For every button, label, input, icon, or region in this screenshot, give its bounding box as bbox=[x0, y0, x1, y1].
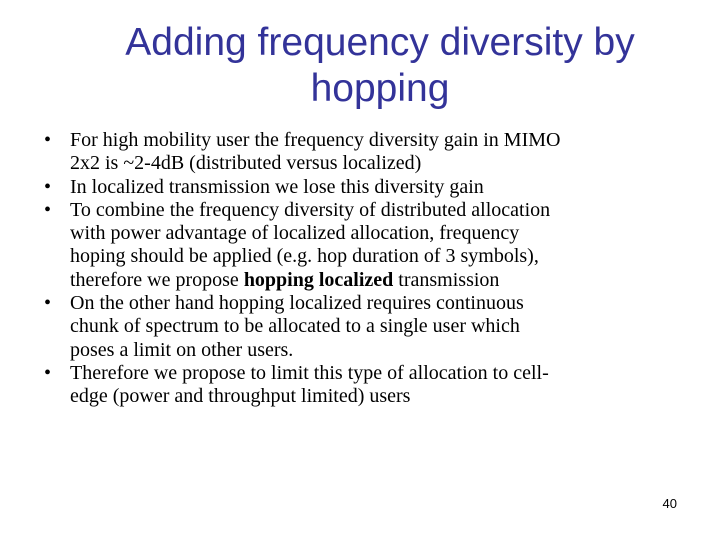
bullet-line: • To combine the frequency diversity of distributed allocation bbox=[70, 198, 551, 221]
bullet-item bbox=[44, 292, 674, 362]
bullet-line: hoping should be applied (e.g. hop duration of 3 symbols), bbox=[70, 245, 539, 268]
bullet-item bbox=[44, 176, 674, 199]
bullet-line: • Therefore we propose to limit this type of allocation to cell- bbox=[70, 361, 549, 384]
bullet-line: with power advantage of localized allocation, frequency bbox=[70, 222, 520, 245]
bullet-line: • On the other hand hopping localized requires continuous bbox=[70, 292, 524, 315]
bullet-line: 2x2 is ~2-4dB (distributed versus localized) bbox=[70, 152, 422, 175]
bullet-text: transmission bbox=[393, 268, 500, 291]
bullet-item bbox=[44, 199, 674, 292]
slide-title bbox=[40, 20, 720, 112]
title-line-2: hopping bbox=[310, 67, 450, 110]
bullet-line: • For high mobility user the frequency diversity gain in MIMO bbox=[70, 129, 561, 151]
bullet-line: • In localized transmission we lose this diversity gain bbox=[70, 175, 484, 198]
bold-phrase: hopping localized bbox=[243, 268, 394, 291]
page-number: 40 bbox=[662, 496, 677, 511]
bullet-item bbox=[44, 129, 674, 176]
bullet-item bbox=[44, 362, 674, 409]
title-line-1: Adding frequency diversity by bbox=[125, 21, 635, 64]
bullet-text: therefore we propose bbox=[70, 268, 244, 291]
bullet-line: edge (power and throughput limited) users bbox=[70, 385, 411, 408]
bullet-list bbox=[44, 129, 674, 409]
bullet-line bbox=[70, 269, 674, 292]
bullet-line: poses a limit on other users. bbox=[70, 338, 294, 361]
bullet-line: chunk of spectrum to be allocated to a single user which bbox=[70, 315, 520, 338]
